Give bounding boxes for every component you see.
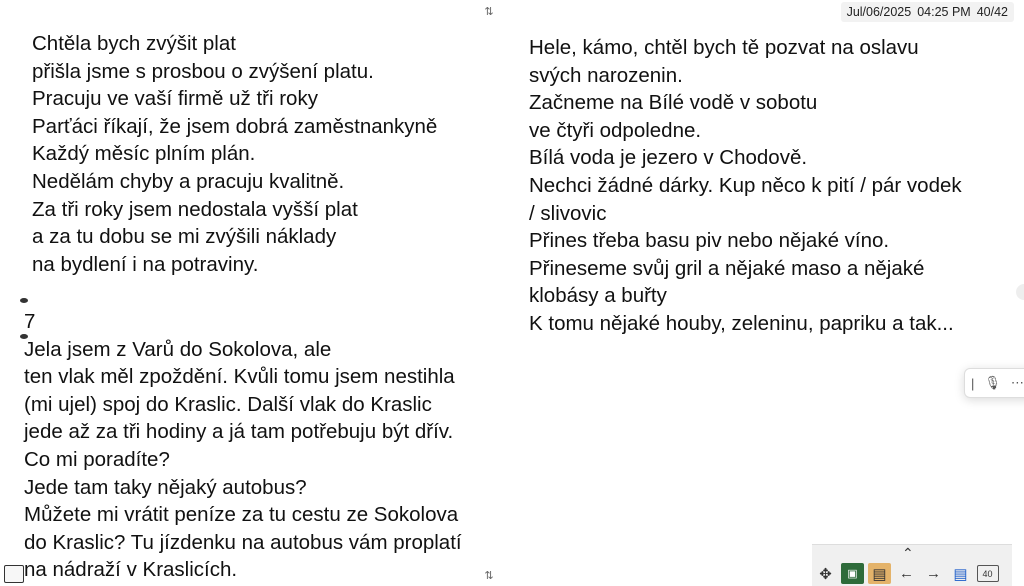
text-line: K tomu nějaké houby, zeleninu, papriku a tak... [529, 311, 954, 335]
text-line: ve čtyři odpoledne. [529, 118, 702, 142]
text-line: a za tu dobu se mi zvýšili náklady [32, 225, 337, 249]
text-line: Přines třeba basu piv nebo nějaké víno. [529, 229, 890, 253]
birthday-invitation-text [529, 34, 962, 338]
salary-request-text [32, 30, 437, 278]
arrow-right-icon[interactable]: → [926, 565, 941, 582]
text-line: ten vlak měl zpoždění. Kvůli tomu jsem nestihla [24, 365, 455, 389]
right-page-column [528, 0, 1024, 585]
arrow-left-icon[interactable]: ← [899, 565, 914, 582]
text-line: Pracuju ve vaší firmě už tři roky [32, 87, 318, 111]
text-line: do Kraslic? Tu jízdenku na autobus vám proplatí [24, 530, 462, 554]
bottom-toolbar [812, 544, 1012, 586]
text-line: (mi ujel) spoj do Kraslic. Další vlak do Kraslic [24, 392, 432, 416]
sort-icon[interactable]: ⇅ [484, 569, 494, 582]
train-delay-text[interactable] [24, 308, 462, 584]
microphone-icon[interactable]: 🎙 [984, 375, 1001, 390]
sort-icon[interactable]: ⇅ [484, 5, 494, 18]
text-line: Začneme na Bílé vodě v sobotu [529, 91, 818, 115]
text-line: na bydlení i na potraviny. [32, 252, 259, 276]
text-cursor-icon[interactable]: | [971, 375, 975, 391]
text-line: Chtěla bych zvýšit plat [32, 32, 236, 55]
text-line: Nedělám chyby a pracuju kvalitně. [32, 169, 345, 193]
time-label: 04:25 PM [917, 5, 971, 19]
page-indicator-button[interactable] [976, 563, 999, 584]
notebook-icon[interactable]: ▤ [868, 563, 891, 584]
text-line: klobásy a buřty [529, 284, 667, 308]
app-corner-icon[interactable] [4, 565, 24, 583]
more-icon[interactable]: ⋯ [1010, 375, 1024, 390]
text-line: / slivovic [529, 201, 607, 225]
caret-up-icon[interactable]: ⌃ [902, 545, 914, 561]
text-line: Parťáci říkají, že jsem dobrá zaměstnankyně [32, 114, 438, 138]
text-line: jede až za tři hodiny a já tam potřebuju být dřív. [24, 420, 454, 444]
page-status-header [841, 2, 1014, 22]
page-counter: 40/42 [976, 5, 1008, 19]
selection-handle-top[interactable] [20, 298, 28, 303]
text-line: na nádraží v Kraslicích. [24, 558, 238, 582]
move-icon[interactable]: ✥ [819, 565, 832, 583]
text-line: Každý měsíc plním plán. [32, 142, 256, 166]
floating-input-toolbar [964, 368, 1024, 398]
text-line: Nechci žádné dárky. Kup něco k pití / pár vodek [529, 173, 962, 197]
text-line: 7 [24, 310, 36, 333]
text-line: Bílá voda je jezero v Chodově. [529, 146, 808, 170]
text-line: Můžete mi vrátit peníze za tu cestu ze Sokolova [24, 503, 459, 527]
date-label: Jul/06/2025 [846, 5, 912, 19]
text-line: Přineseme svůj gril a nějaké maso a nějaké [529, 256, 925, 280]
add-page-icon[interactable]: ▤ [953, 565, 968, 583]
text-line: svých narozenin. [529, 63, 683, 87]
page-number-box: 40 [977, 565, 999, 582]
text-line: Jede tam taky nějaký autobus? [24, 475, 307, 499]
text-line: Jela jsem z Varů do Sokolova, ale [24, 337, 332, 361]
text-line: Hele, kámo, chtěl bych tě pozvat na oslavu [529, 36, 919, 59]
board-icon[interactable]: ▣ [841, 563, 864, 584]
text-line: přišla jsme s prosbou o zvýšení platu. [32, 59, 374, 83]
text-line: Za tři roky jsem nedostala vyšší plat [32, 197, 358, 221]
text-line: Co mi poradíte? [24, 447, 170, 471]
